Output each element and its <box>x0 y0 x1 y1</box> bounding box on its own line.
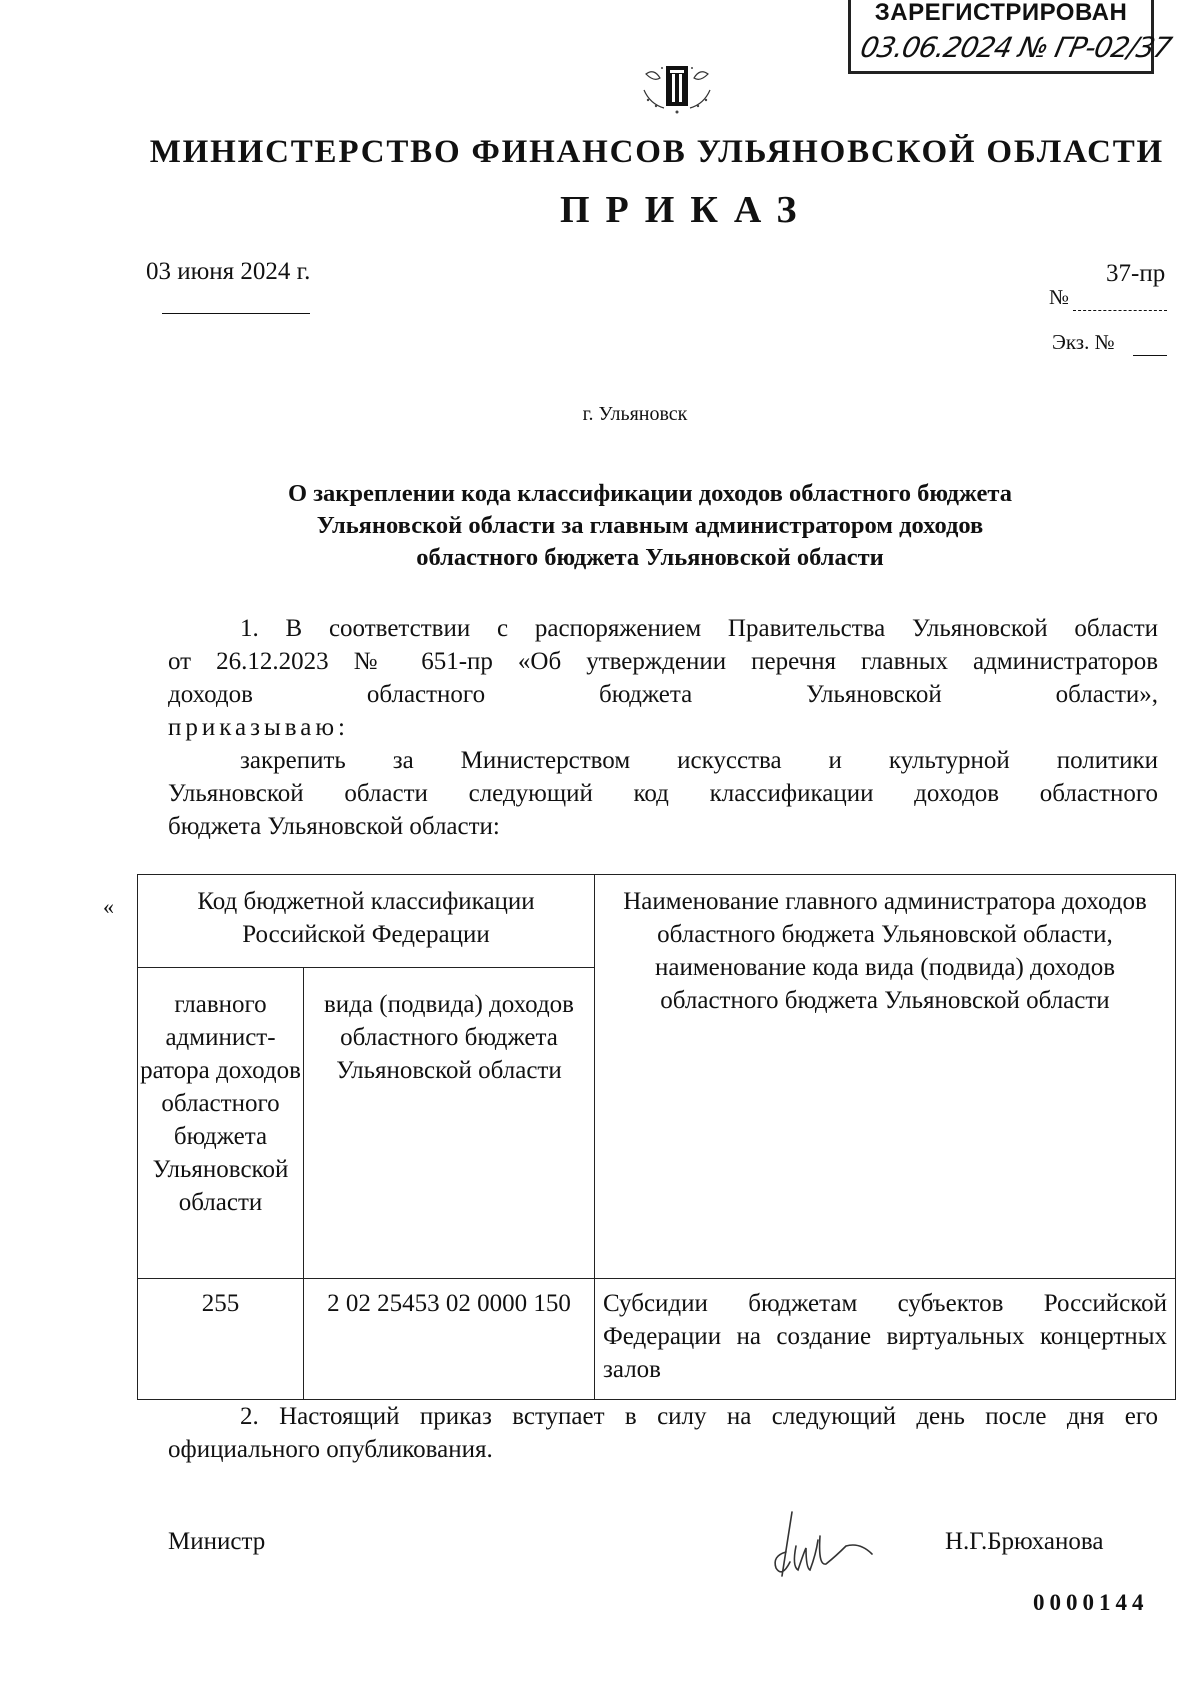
cell-admin-code: 255 <box>138 1279 304 1400</box>
subject-line: Ульяновской области за главным администратором доходов <box>316 512 984 539</box>
header-code: Код бюджетной классификации Российской Федерации <box>138 875 595 968</box>
subheader-type: вида (подвида) доходов областного бюджета Ульяновской области <box>304 968 595 1279</box>
paragraph-1 <box>168 612 1158 843</box>
paragraph-line: бюджета Ульяновской области: <box>168 813 500 840</box>
order-date: 03 июня 2024 г. <box>146 258 311 285</box>
document-type: ПРИКАЗ <box>560 189 813 231</box>
paragraph-line: от 26.12.2023 № 651-пр «Об утверждении перечня главных администраторов <box>168 648 1158 675</box>
order-subject <box>170 478 1130 574</box>
coat-of-arms-icon <box>636 60 718 120</box>
opening-quote: « <box>103 894 114 919</box>
subheader-admin: главного админист-ратора доходов областного бюджета Ульяновской области <box>138 968 304 1279</box>
copy-number-underline <box>1133 355 1167 356</box>
cell-name: Субсидии бюджетам субъектов Российской Федерации на создание виртуальных концертных залов <box>595 1279 1176 1400</box>
ministry-name: МИНИСТЕРСТВО ФИНАНСОВ УЛЬЯНОВСКОЙ ОБЛАСТИ <box>149 134 1164 170</box>
handwritten-signature-icon <box>762 1506 890 1584</box>
registration-stamp <box>848 0 1175 74</box>
copy-number-label: Экз. № <box>1052 330 1115 354</box>
paragraph-2: 2. Настоящий приказ вступает в силу на следующий день после дня его официального опубликования. <box>168 1403 1158 1463</box>
stamp-registration-number: 03.06.2024 № ГР-02/37 <box>857 31 1175 64</box>
number-underline <box>1073 310 1167 311</box>
paragraph-line: закрепить за Министерством искусства и культурной политики <box>240 747 1158 774</box>
city: г. Ульяновск <box>582 403 688 425</box>
budget-code-table <box>137 874 1176 1400</box>
signatory-title: Министр <box>168 1528 266 1555</box>
order-word: приказываю: <box>168 714 349 741</box>
subject-line: областного бюджета Ульяновской области <box>416 544 884 571</box>
paragraph-line: доходов областного бюджета Ульяновской области», <box>168 681 1158 708</box>
number-sign: № <box>1049 285 1070 309</box>
stamp-title: ЗАРЕГИСТРИРОВАН <box>874 0 1128 26</box>
order-number: 37-пр <box>1106 260 1166 287</box>
serial-number: 0000144 <box>1033 1590 1149 1615</box>
table-row <box>138 1279 1176 1400</box>
subject-line: О закреплении кода классификации доходов областного бюджета <box>288 480 1012 507</box>
paragraph-line: Ульяновской области следующий код классификации доходов областного <box>168 780 1158 807</box>
header-name: Наименование главного администратора доходов областного бюджета Ульяновской области, наименование кода вида (подвида) доходов областного бюджета Ульяновской области <box>595 875 1176 1279</box>
cell-income-code: 2 02 25453 02 0000 150 <box>304 1279 595 1400</box>
date-underline <box>162 313 310 314</box>
paragraph-line: 1. В соответствии с распоряжением Правительства Ульяновской области <box>240 615 1158 642</box>
signatory-name: Н.Г.Брюханова <box>945 1528 1104 1555</box>
